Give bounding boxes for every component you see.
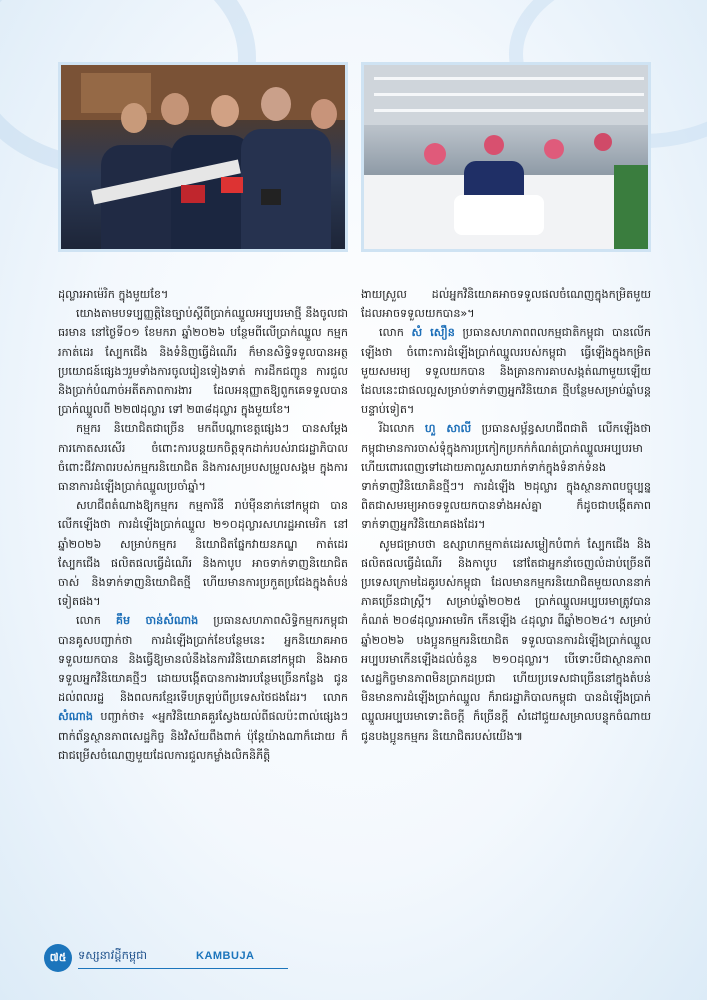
highlighted-name: សំ សឿន [411,326,455,340]
paragraph-text: ប្រធានសម្ព័ន្ធសហជីពជាតិ លើកឡើងថា កម្ពុជាមានការចាស់ទុំក្នុងការប្រកៀកប្រកក់កំណត់ប្រាក់ឈ្នួលអប្បបរមា ហើយពោរពេញទៅដោយភាពរួសរាយរាក់ទាក់ក្នុងទំនាក់ទំនងទាក់ទាញវិនិយោគិនថ្មីៗ។ ការដំឡើង ២ដុល្លារ ក្នុងស្ថានភាពបច្ចុប្បន្ន ពិតជាសមរម្យអាចទទួលយកបានទាំងអស់គ្នា ក៏ដូចជាបង្កើតភាពទាក់ទាញអ្នកវិនិយោគផងដែរ។ [361,422,651,532]
highlighted-name: គឹម ចាន់សំណាង [115,614,199,628]
paragraph-text: ប្រធានសហភាពពលកម្មជាតិកម្ពុជា បានលើកឡើងថា ចំពោះការដំឡើងប្រាក់ឈ្នួលរបស់កម្ពុជា ធ្វើឡើងក្នុងកម្រិតមួយសមរម្យ ទទួលយកបាន និងគ្រានការគាបសង្កត់ណាមួយឡើយ ដែលនេះជាផលល្អសម្រាប់ទាក់ទាញអ្នកវិនិយោគ ថ្មីបន្ថែមសម្រាប់ឆ្នាំបន្តបន្ទាប់ទៀត។ [361,326,651,417]
page-footer [44,944,284,972]
magazine-title: ទស្សនាវដ្ដីកម្ពុជា [78,948,148,962]
paragraph: កម្មករ និយោជិតជាច្រើន មកពីបណ្ដាខេត្តផ្សេងៗ បានសម្ដែងការកោតសរសើរ ចំពោះការបន្តយកចិត្តទុកដាក់របស់រាជរដ្ឋាភិបាលចំពោះជីវភាពរបស់កម្មករនិយោជិត និងការសម្របសម្រួលសង្គម ក្នុងការធានាការដំឡើងប្រាក់ឈ្នួលប្រចាំឆ្នាំ។ [58,422,348,494]
paragraph-text: លោក [76,614,116,628]
paragraph [361,419,651,534]
footer-divider [78,968,288,969]
highlighted-name: សំណាង [58,710,93,724]
paragraph-text: ប្រធានសហភាពសិទ្ធិកម្មករកម្ពុជា បានគូសបញ្ជាក់ថា ការដំឡើងប្រាក់ខែបន្ថែមនេះ អ្នកនិយោគអាចទទួលយកបាន និងធ្វើឱ្យមានលំនឹងនៃការវិនិយោគនៅកម្ពុជា និងអាចទទួលអ្នកវិនិយោគថ្មីៗ ដោយបង្កើតបានការងារបន្ថែមច្រើនកន្លែង ជូនដល់ពលរដ្ឋ និងពលករខ្មែរទើបត្រឡប់ពីប្រទេសថៃជងដែរ។ លោក [58,614,348,705]
article-column-right [361,285,651,746]
paragraph-text: រីឯលោក [379,422,425,436]
press-interview-photo [58,62,348,252]
page-number: ៧៥ [44,944,72,972]
paragraph: យោងតាមបទប្បញ្ញត្តិនៃច្បាប់ស្ដីពីប្រាក់ឈ្នួលអប្បបរមាថ្មី នឹងចូលជាធរមាន នៅថ្ងៃទី០១ ខែមករា ឆ្នាំ២០២៦ បន្ថែមពីលើប្រាក់ឈ្នួល កម្មករកាត់ដេរ ស្បែកជើង និងទំនិញធ្វើដំណើរ ក៏មានសិទ្ធិទទួលបានអត្ថប្រយោជន៍ផ្សេងៗរួមទាំងការចូលរៀនទៀងទាត់ ការដឹកជញ្ជូន ការជួល និងប្រាក់បំណាច់អតីតភាពការងារ ដែលអនុញ្ញាតឱ្យពួកគេទទួលបានប្រាក់ឈ្នួលពី ២២៧ដុល្លារ ទៅ ២៣៨ដុល្លារ ក្នុងមួយខែ។ [58,307,348,417]
highlighted-name: ហួ សាលី [424,422,472,436]
paragraph-text: បញ្ជាក់ថា៖ «អ្នកវិនិយោគគួរស្វែងយល់ពីផលប៉ះពាល់ផ្សេងៗ ពាក់ព័ន្ធស្ថានភាពសេដ្ឋកិច្ច និងវិស័យពឹងពាក់ ប៉ុន្តែយ៉ាងណាក៏ដោយ ក៏ជាជម្រើសចំណេញមួយដែលការជួលកម្លាំងលិកនិភីត្តិ [58,710,348,762]
garment-factory-photo [361,62,651,252]
paragraph [361,323,651,419]
paragraph: សហជីពតំណាងឱ្យកម្មករ កម្មការិនី រាប់ម៉ឺននាក់នៅកម្ពុជា បានលើកឡើងថា ការដំឡើងប្រាក់ឈ្នួល ២១០ដុល្លារសហរដ្ឋអាមេរិក នៅឆ្នាំ២០២៦ សម្រាប់កម្មករ និយោជិតផ្នែកវាយនភណ្ឌ កាត់ដេរ ស្បែកជើង ផលិតផលធ្វើដំណើរ និងកាបូប អាចទាក់ទាញនិយោជិតចាស់ និងទាក់ទាញនិយោជិតថ្មី ហើយមានការប្រកួតប្រជែងក្នុងតំបន់ទៀតផង។ [58,499,348,609]
paragraph-text: លោក [379,326,412,340]
paragraph: ងាយស្រួល ដល់អ្នកវិនិយោគអាចទទួលផលចំណេញក្នុងកម្រិតមួយដែលអាចទទួលយកបាន»។ [361,288,651,321]
paragraph: សូមជម្រាបថា ឧស្សាហកម្មកាត់ដេរសម្លៀកបំពាក់ ស្បែកជើង និងផលិតផលធ្វើដំណើរ និងកាបូប នៅតែជាអ្នកនាំចេញលំដាប់ច្រើនពីប្រទេសក្រោមដៃគូរបស់កម្ពុជា ដែលមានកម្មករនិយោជិតមួយលាននាក់ ភាគច្រើនជាស្ត្រី។ សម្រាប់ឆ្នាំ២០២៥ ប្រាក់ឈ្នួលអប្បបរមាត្រូវបានកំណត់ ២០៨ដុល្លារអាមេរិក កើនឡើង ៤ដុល្លារ ពីឆ្នាំ២០២៤។ សម្រាប់ឆ្នាំ២០២៦ បងប្អូនកម្មករនិយោជិត ទទួលបានការដំឡើងប្រាក់ឈ្នួលអប្បបរមាកើនឡើងដល់ចំនួន ២១០ដុល្លារ។ បើទោះបីជាស្ថានភាពសេដ្ឋកិច្ចមានភាពមិនប្រាកដប្រជា ហើយប្រទេសជាច្រើននៅក្នុងតំបន់មិនមានការដំឡើងប្រាក់ឈ្នួល ក៏រាជរដ្ឋាភិបាលកម្ពុជា បានដំឡើងប្រាក់ឈ្នួលអប្បបរមាទោះតិចក្ដី ក៏ច្រើនក្ដី សំដៅជួយសម្រាលបន្ទុកចំណាយ ជូនបងប្អូនកម្មករ និយោជិតរបស់យើង៕ [361,537,651,743]
paragraph: ដុល្លារអាម៉េរិក ក្នុងមួយខែ។ [58,288,169,301]
article-column-left [58,285,348,765]
magazine-brand: KAMBUJA [196,950,255,962]
paragraph [58,611,348,765]
